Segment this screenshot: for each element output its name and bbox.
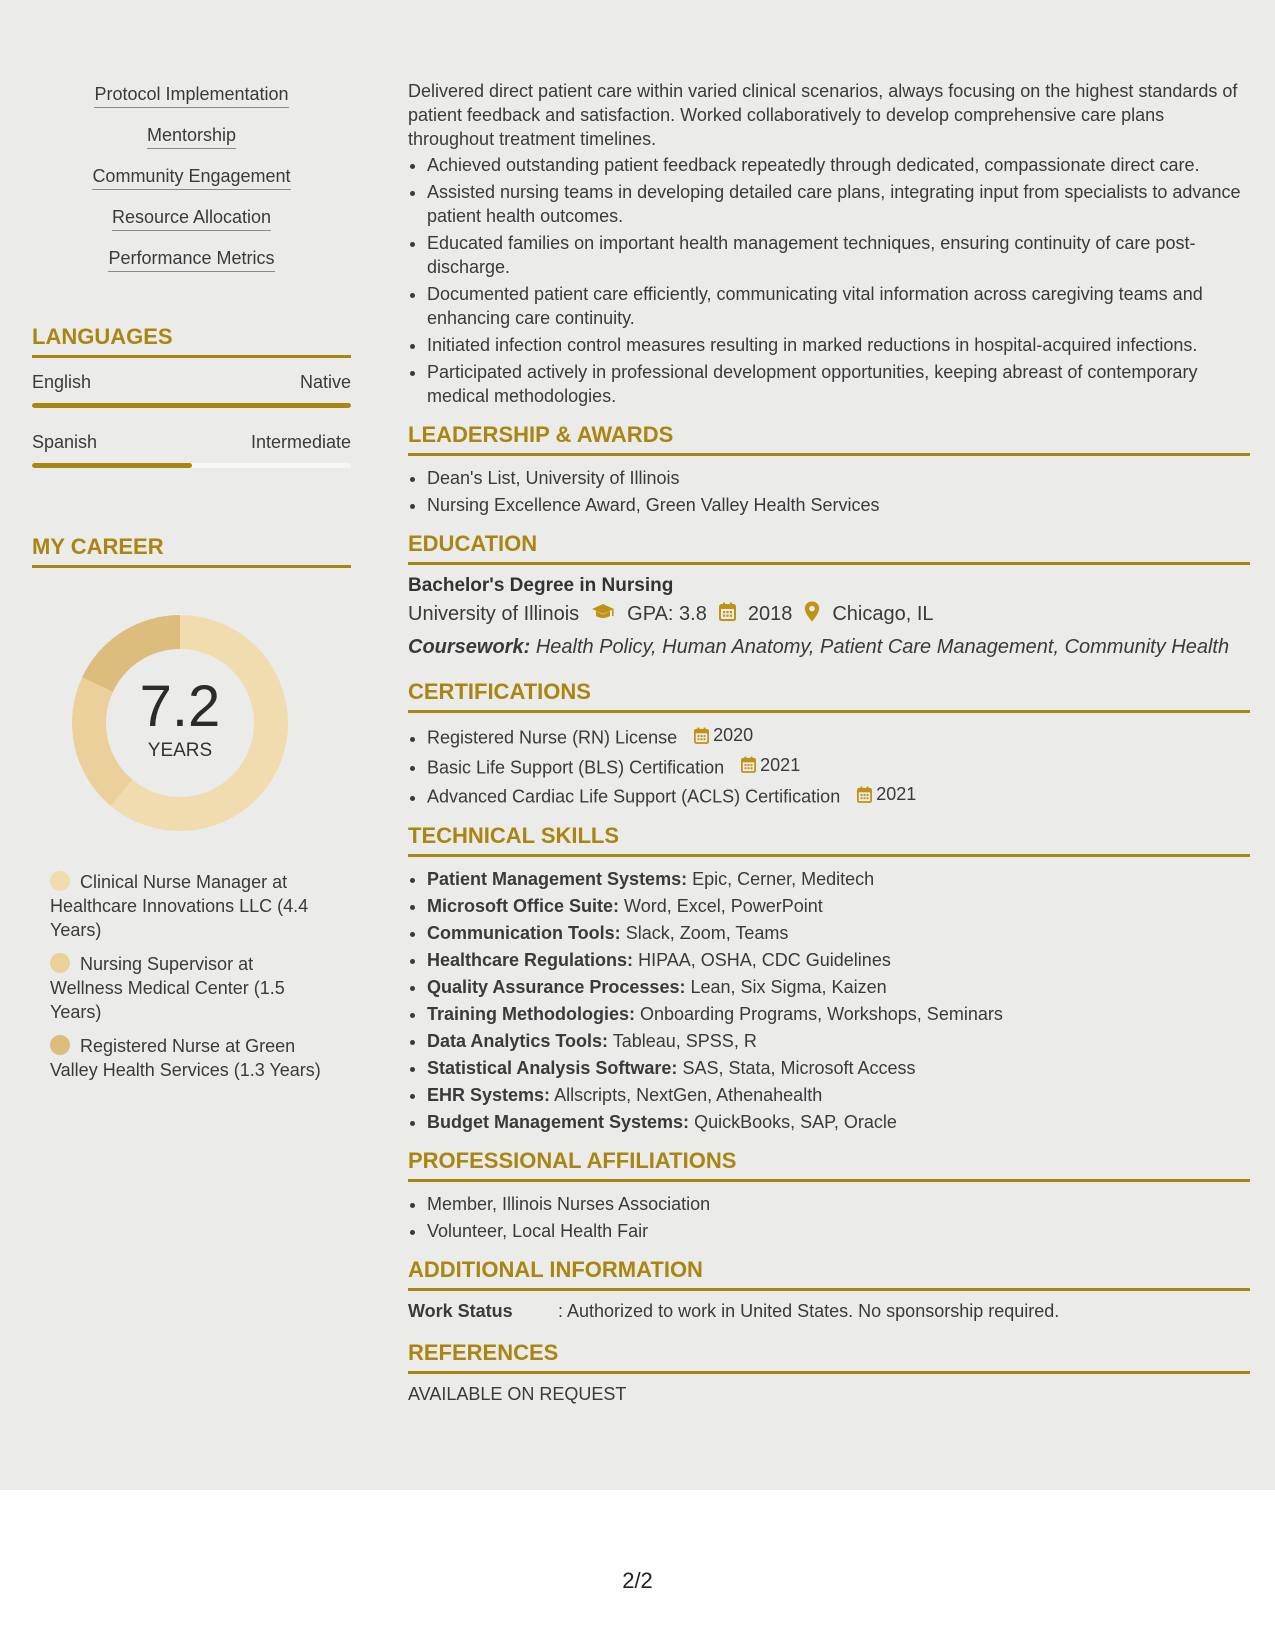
skill-category: Statistical Analysis Software: bbox=[427, 1057, 678, 1078]
language-level: Native bbox=[299, 372, 351, 392]
strength-item: Resource Allocation bbox=[112, 207, 271, 231]
legend-item bbox=[50, 952, 330, 1024]
left-column bbox=[32, 84, 351, 1092]
list-item bbox=[427, 1110, 1250, 1134]
list-item bbox=[427, 948, 1250, 972]
list-item bbox=[427, 723, 1250, 750]
additional-info-heading: ADDITIONAL INFORMATION bbox=[408, 1257, 1250, 1291]
calendar-icon bbox=[694, 727, 709, 744]
skill-values: Onboarding Programs, Workshops, Seminars bbox=[640, 1003, 1003, 1024]
calendar-icon bbox=[857, 786, 872, 803]
skill-category: Microsoft Office Suite: bbox=[427, 895, 620, 916]
cert-year: 2020 bbox=[713, 725, 754, 745]
skill-values: QuickBooks, SAP, Oracle bbox=[694, 1111, 897, 1132]
list-item: • Member, Illinois Nurses Association bbox=[427, 1192, 1250, 1216]
location-pin-icon bbox=[804, 601, 820, 628]
cert-name: Basic Life Support (BLS) Certification bbox=[427, 757, 725, 777]
language-level: Intermediate bbox=[250, 432, 351, 452]
list-item: • Initiated infection control measures resulting in marked reductions in hospital-acquired infections. bbox=[427, 333, 1250, 357]
gpa: GPA: 3.8 bbox=[627, 603, 707, 625]
career-years-label: YEARS bbox=[147, 740, 213, 761]
calendar-icon bbox=[719, 602, 736, 627]
graduation-year: 2018 bbox=[747, 603, 793, 625]
list-item bbox=[427, 1029, 1250, 1053]
career-total-years: 7.2 bbox=[139, 674, 221, 739]
list-item: • Dean's List, University of Illinois bbox=[427, 466, 1250, 490]
leadership-heading: LEADERSHIP & AWARDS bbox=[408, 422, 1250, 456]
affiliations-heading: PROFESSIONAL AFFILIATIONS bbox=[408, 1148, 1250, 1182]
list-item bbox=[427, 782, 1250, 809]
degree-title: Bachelor's Degree in Nursing bbox=[408, 575, 674, 596]
education-details bbox=[408, 601, 1250, 628]
language-item bbox=[32, 432, 351, 468]
languages-heading: LANGUAGES bbox=[32, 324, 351, 358]
skill-values: Epic, Cerner, Meditech bbox=[692, 868, 875, 889]
certifications-list bbox=[408, 723, 1250, 809]
list-item bbox=[427, 1083, 1250, 1107]
legend-item bbox=[50, 1034, 330, 1082]
education-heading: EDUCATION bbox=[408, 531, 1250, 565]
list-item bbox=[427, 867, 1250, 891]
cert-name: Advanced Cardiac Life Support (ACLS) Certification bbox=[427, 786, 841, 807]
leadership-list bbox=[408, 466, 1250, 517]
skill-values: Slack, Zoom, Teams bbox=[625, 922, 789, 943]
strengths-list bbox=[32, 84, 351, 289]
list-item bbox=[427, 975, 1250, 999]
list-item: • Volunteer, Local Health Fair bbox=[427, 1219, 1250, 1243]
language-bar bbox=[32, 463, 351, 468]
career-donut-chart bbox=[65, 608, 295, 838]
legend-label: Nursing Supervisor at Wellness Medical Center (1.5 Years) bbox=[50, 954, 285, 1022]
technical-skills-heading: TECHNICAL SKILLS bbox=[408, 823, 1250, 857]
strength-item: Protocol Implementation bbox=[94, 84, 288, 108]
legend-label: Clinical Nurse Manager at Healthcare Innovations LLC (4.4 Years) bbox=[50, 872, 309, 940]
legend-label: Registered Nurse at Green Valley Health Services (1.3 Years) bbox=[50, 1036, 321, 1080]
language-bar-fill bbox=[32, 463, 192, 468]
work-status bbox=[408, 1301, 1250, 1322]
skill-category: Data Analytics Tools: bbox=[427, 1030, 609, 1051]
school-location: Chicago, IL bbox=[832, 603, 934, 625]
skill-category: Quality Assurance Processes: bbox=[427, 976, 686, 997]
experience-bullets bbox=[408, 153, 1250, 408]
skill-category: Budget Management Systems: bbox=[427, 1111, 690, 1132]
list-item: • Assisted nursing teams in developing detailed care plans, integrating input from specialists to advance patient health outcomes. bbox=[427, 180, 1250, 228]
language-bar-fill bbox=[32, 403, 351, 408]
strength-item: Mentorship bbox=[147, 125, 236, 149]
list-item bbox=[427, 753, 1250, 780]
right-column bbox=[408, 79, 1250, 1405]
coursework-list: Health Policy, Human Anatomy, Patient Care Management, Community Health bbox=[535, 636, 1230, 658]
career-heading: MY CAREER bbox=[32, 534, 351, 568]
legend-item bbox=[50, 870, 330, 942]
calendar-icon bbox=[741, 756, 756, 773]
skill-values: HIPAA, OSHA, CDC Guidelines bbox=[638, 949, 891, 970]
list-item: • Documented patient care efficiently, communicating vital information across caregiving teams and enhancing care continuity. bbox=[427, 282, 1250, 330]
references-text: AVAILABLE ON REQUEST bbox=[408, 1383, 627, 1404]
list-item: • Nursing Excellence Award, Green Valley Health Services bbox=[427, 493, 1250, 517]
cert-year: 2021 bbox=[760, 754, 801, 775]
skill-category: Communication Tools: bbox=[427, 922, 621, 943]
skill-values: Tableau, SPSS, R bbox=[612, 1030, 757, 1051]
page-number: 2/2 bbox=[622, 1568, 653, 1593]
list-item: • Educated families on important health management techniques, ensuring continuity of care post-discharge. bbox=[427, 231, 1250, 279]
language-item bbox=[32, 372, 351, 408]
references-heading: REFERENCES bbox=[408, 1340, 1250, 1374]
skill-category: Training Methodologies: bbox=[427, 1003, 635, 1024]
career-legend bbox=[50, 870, 330, 1082]
affiliations-list bbox=[408, 1192, 1250, 1243]
strength-item: Community Engagement bbox=[92, 166, 290, 190]
skill-category: Patient Management Systems: bbox=[427, 868, 688, 889]
skill-values: Allscripts, NextGen, Athenahealth bbox=[554, 1084, 823, 1105]
skill-values: Lean, Six Sigma, Kaizen bbox=[690, 976, 887, 997]
legend-swatch bbox=[50, 1035, 70, 1055]
experience-summary: Delivered direct patient care within varied clinical scenarios, always focusing on the highest standards of patient feedback and satisfaction. Worked collaboratively to develop comprehensive care plans throughout treatment timelines. bbox=[408, 81, 1238, 149]
legend-swatch bbox=[50, 871, 70, 891]
skill-values: Word, Excel, PowerPoint bbox=[624, 895, 823, 916]
list-item bbox=[427, 894, 1250, 918]
coursework-label: Coursework: bbox=[408, 636, 531, 658]
school-name: University of Illinois bbox=[408, 603, 580, 625]
language-name: English bbox=[32, 372, 92, 392]
skill-category: Healthcare Regulations: bbox=[427, 949, 634, 970]
list-item: • Participated actively in professional development opportunities, keeping abreast of contemporary medical methodologies. bbox=[427, 360, 1250, 408]
language-name: Spanish bbox=[32, 432, 98, 452]
skill-category: EHR Systems: bbox=[427, 1084, 551, 1105]
coursework bbox=[408, 636, 1250, 659]
certifications-heading: CERTIFICATIONS bbox=[408, 679, 1250, 713]
donut-center bbox=[65, 608, 295, 838]
skill-values: SAS, Stata, Microsoft Access bbox=[682, 1057, 916, 1078]
work-status-label: Work Status bbox=[408, 1300, 513, 1321]
strength-item: Performance Metrics bbox=[108, 248, 274, 272]
legend-swatch bbox=[50, 953, 70, 973]
technical-skills-list bbox=[408, 867, 1250, 1134]
list-item bbox=[427, 1056, 1250, 1080]
cert-name: Registered Nurse (RN) License bbox=[427, 727, 678, 748]
cert-year: 2021 bbox=[876, 784, 917, 804]
graduation-cap-icon bbox=[591, 603, 615, 627]
list-item bbox=[427, 1002, 1250, 1026]
list-item: • Achieved outstanding patient feedback repeatedly through dedicated, compassionate direct care. bbox=[427, 153, 1250, 177]
work-status-value: : Authorized to work in United States. No sponsorship required. bbox=[558, 1300, 1060, 1321]
language-bar bbox=[32, 403, 351, 408]
list-item bbox=[427, 921, 1250, 945]
